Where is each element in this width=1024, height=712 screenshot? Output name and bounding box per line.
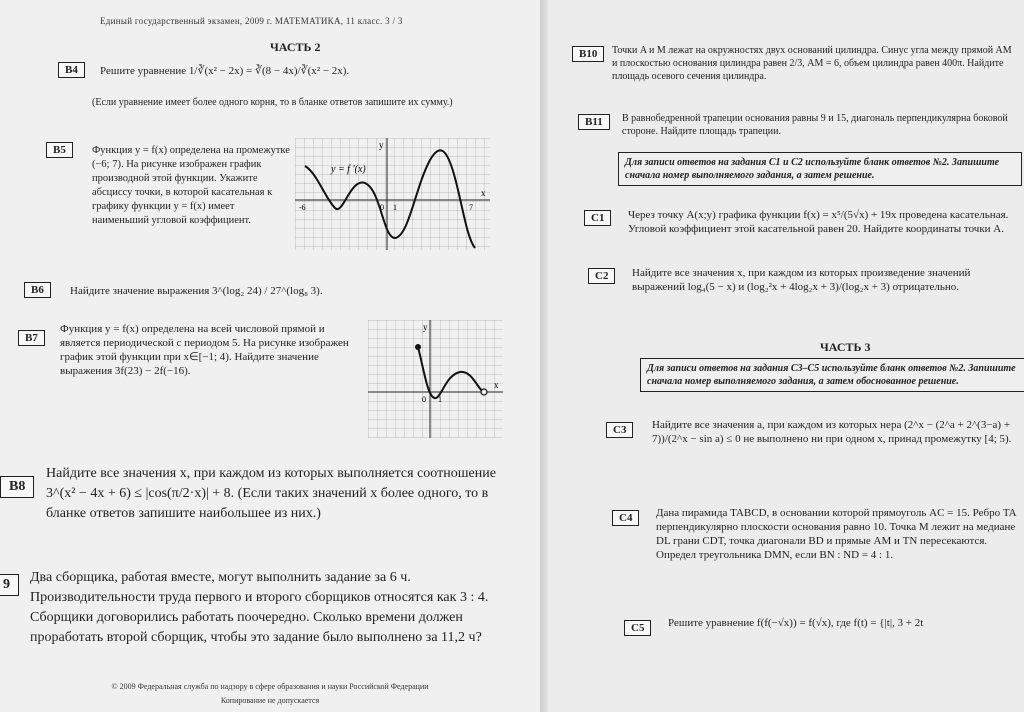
footer-copyright: © 2009 Федеральная служба по надзору в сфере образования и науки Российской Федерации <box>111 682 429 691</box>
task-label-b8: B8 <box>0 476 34 498</box>
periodic-function-graph <box>368 320 503 438</box>
graph-axis-x-label: x <box>494 380 499 390</box>
graph-axis-y-label: y <box>423 322 428 332</box>
task-text-c1: Через точку A(x;y) графика функции f(x) = x⁵/(5√x) + 19x проведена касательная. Угловой коэффициент этой касательной равен 20. Найдите координаты точки A. <box>628 209 1009 235</box>
task-note-b4: (Если уравнение имеет более одного корня, то в бланке ответов запишите их сумму.) <box>92 97 453 108</box>
task-text-b11: В равнобедренной трапеции основания равны 9 и 15, диагональ перпендикулярна боковой стороне. Найдите площадь трапеции. <box>622 113 1008 137</box>
tick-label-7: 7 <box>469 203 473 212</box>
task-text-c3: Найдите все значения a, при каждом из которых нера (2^x − (2^a + 2^(3−a) + 7))/(2^x − sin a) ≤ 0 не выполнено ни при одном x, принад промежутку [4; 5). <box>652 419 1012 445</box>
task-text-c5: Решите уравнение f(f(−√x)) = f(√x), где f(t) = {|t|, 3 + 2t <box>668 617 924 629</box>
right-page <box>548 0 1024 712</box>
task-text-b9: Два сборщика, работая вместе, могут выполнить задание за 6 ч. Производительности труда первого и второго сборщиков относятся как 3 : 4. Сборщики договорились работать поочередно. Сколько времени должен проработать второй сборщик, чтобы это задание было выполнено за 11,2 ч? <box>30 570 489 645</box>
task-label-b10: B10 <box>572 46 604 62</box>
tick-label-minus6: -6 <box>299 203 306 212</box>
tick-label-1: 1 <box>438 395 442 404</box>
tick-label-0: 0 <box>380 203 384 212</box>
task-text-b8: Найдите все значения x, при каждом из которых выполняется соотношение 3^(x² − 4x + 6) ≤ |cos(π/2·x)| + 8. (Если таких значений x более одного, то в бланке ответов запишите наибольшее из них.) <box>46 466 496 521</box>
task-label-b9: 9 <box>0 574 19 596</box>
task-label-b11: B11 <box>578 114 610 130</box>
graph-axis-x-label: x <box>481 188 486 198</box>
task-label-c5: C5 <box>624 620 651 636</box>
task-text-b4: Решите уравнение 1/∛(x² − 2x) = ∛(8 − 4x)/∛(x² − 2x). <box>100 65 350 77</box>
task-text-b7: Функция y = f(x) определена на всей числовой прямой и является периодической с периодом 5. На рисунке изображен график этой функции при x∈[−1; 4). Найдите значение выражения 3f(23) − 2f(−16). <box>60 323 349 377</box>
answer-instructions-c1-c2: Для записи ответов на задания C1 и C2 используйте бланк ответов №2. Запишите сначала номер выполняемого задания, а затем решение. <box>618 152 1022 186</box>
task-label-c3: C3 <box>606 422 633 438</box>
graph-axis-y-label: y <box>379 140 384 150</box>
page-header: Единый государственный экзамен, 2009 г. МАТЕМАТИКА, 11 класс. 3 / 3 <box>100 16 403 26</box>
open-endpoint <box>481 389 487 395</box>
task-label-b4: B4 <box>58 62 85 78</box>
tick-label-0: 0 <box>422 395 426 404</box>
task-text-b6: Найдите значение выражения 3^(log₂ 24) / 27^(log₈ 3). <box>70 285 323 297</box>
task-label-c2: C2 <box>588 268 615 284</box>
task-label-b6: B6 <box>24 282 51 298</box>
graph-function-label: y = f ′(x) <box>331 164 366 175</box>
part3-title: ЧАСТЬ 3 <box>820 340 871 354</box>
task-label-c1: C1 <box>584 210 611 226</box>
answer-instructions-c3-c5: Для записи ответов на задания C3–C5 используйте бланк ответов №2. Запишите сначала номер выполняемого задания, а затем обоснованное решение. <box>640 358 1024 392</box>
task-text-c4: Дана пирамида TABCD, в основании которой прямоуголь AC = 15. Ребро TA перпендикулярно плоскости основания равно 10. Точка M лежит на медиане DL грани CDT, точка диагонали BD и прямые AM и TN пересекаются. Определ треугольника DMN, если BN : ND = 4 : 1. <box>656 507 1017 561</box>
derivative-graph <box>295 138 490 250</box>
task-label-c4: C4 <box>612 510 639 526</box>
tick-label-1: 1 <box>393 203 397 212</box>
task-text-b5: Функция y = f(x) определена на промежутке (−6; 7). На рисунке изображен график производной этой функции. Укажите абсциссу точки, в которой касательная к графику функции y = f(x) имеет наименьший угловой коэффициент. <box>92 145 290 226</box>
task-text-c2: Найдите все значения x, при каждом из которых произведение значений выражений log₄(5 − x) и (log₂²x + 4log₂x + 3)/(log₂x + 3) отрицательно. <box>632 267 971 293</box>
part2-title: ЧАСТЬ 2 <box>270 40 321 54</box>
task-label-b5: B5 <box>46 142 73 158</box>
footer-notice: Копирование не допускается <box>220 696 320 705</box>
task-text-b10: Точки A и M лежат на окружностях двух оснований цилиндра. Синус угла между прямой AM и плоскостью основания цилиндра равен 2/3, AM = 6, объем цилиндра равен 400π. Найдите площадь осевого сечения цилиндра. <box>612 45 1012 82</box>
task-label-b7: B7 <box>18 330 45 346</box>
